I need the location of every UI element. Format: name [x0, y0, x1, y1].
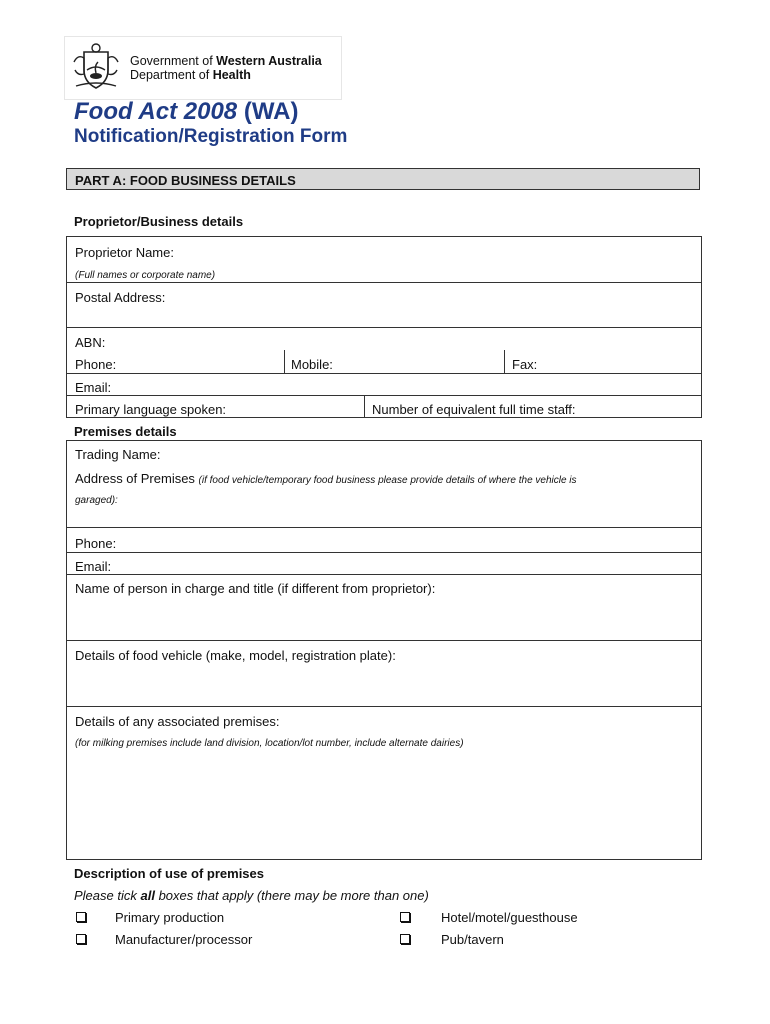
primary-production-checkbox[interactable]	[76, 912, 86, 922]
premises-phone-label: Phone:	[75, 536, 117, 551]
wa-crest-icon	[70, 40, 122, 92]
proprietor-name-hint: (Full names or corporate name)	[75, 270, 216, 281]
mobile-label: Mobile:	[291, 357, 333, 372]
hotel-motel-checkbox[interactable]	[400, 912, 410, 922]
part-a-heading: PART A: FOOD BUSINESS DETAILS	[66, 168, 700, 190]
proprietor-section-heading: Proprietor/Business details	[74, 214, 244, 229]
associated-premises-label: Details of any associated premises:	[75, 714, 280, 729]
primary-production-label: Primary production	[115, 910, 225, 925]
premises-details-table	[66, 440, 702, 860]
phone-label: Phone:	[75, 357, 117, 372]
department-line: Department of Health	[130, 68, 251, 82]
form-subtitle: Notification/Registration Form	[74, 126, 348, 147]
trading-name-label: Trading Name:	[75, 447, 161, 462]
person-in-charge-label: Name of person in charge and title (if different from proprietor):	[75, 581, 436, 596]
premises-address-label: Address of Premises (if food vehicle/temporary food business please provide details of where the vehicle is	[75, 471, 577, 486]
hotel-motel-label: Hotel/motel/guesthouse	[441, 910, 578, 925]
fax-label: Fax:	[512, 357, 538, 372]
staff-count-label: Number of equivalent full time staff:	[372, 402, 576, 417]
proprietor-details-table	[66, 236, 702, 418]
government-line: Government of Western Australia	[130, 54, 322, 68]
form-title: Food Act 2008 (WA)	[74, 98, 299, 125]
premises-section-heading: Premises details	[74, 424, 177, 439]
use-of-premises-heading: Description of use of premises	[74, 866, 264, 881]
proprietor-name-label: Proprietor Name:	[75, 245, 174, 260]
premises-email-label: Email:	[75, 559, 112, 574]
food-vehicle-label: Details of food vehicle (make, model, registration plate):	[75, 648, 396, 663]
associated-premises-hint: (for milking premises include land division, location/lot number, include alternate dairies)	[75, 738, 464, 749]
manufacturer-label: Manufacturer/processor	[115, 932, 253, 947]
use-of-premises-note: Please tick all boxes that apply (there may be more than one)	[74, 888, 429, 903]
abn-label: ABN:	[75, 335, 106, 350]
pub-tavern-checkbox[interactable]	[400, 934, 410, 944]
premises-address-hint: garaged):	[75, 495, 118, 506]
language-label: Primary language spoken:	[75, 402, 227, 417]
email-label: Email:	[75, 380, 112, 395]
manufacturer-checkbox[interactable]	[76, 934, 86, 944]
postal-address-label: Postal Address:	[75, 290, 166, 305]
pub-tavern-label: Pub/tavern	[441, 932, 504, 947]
